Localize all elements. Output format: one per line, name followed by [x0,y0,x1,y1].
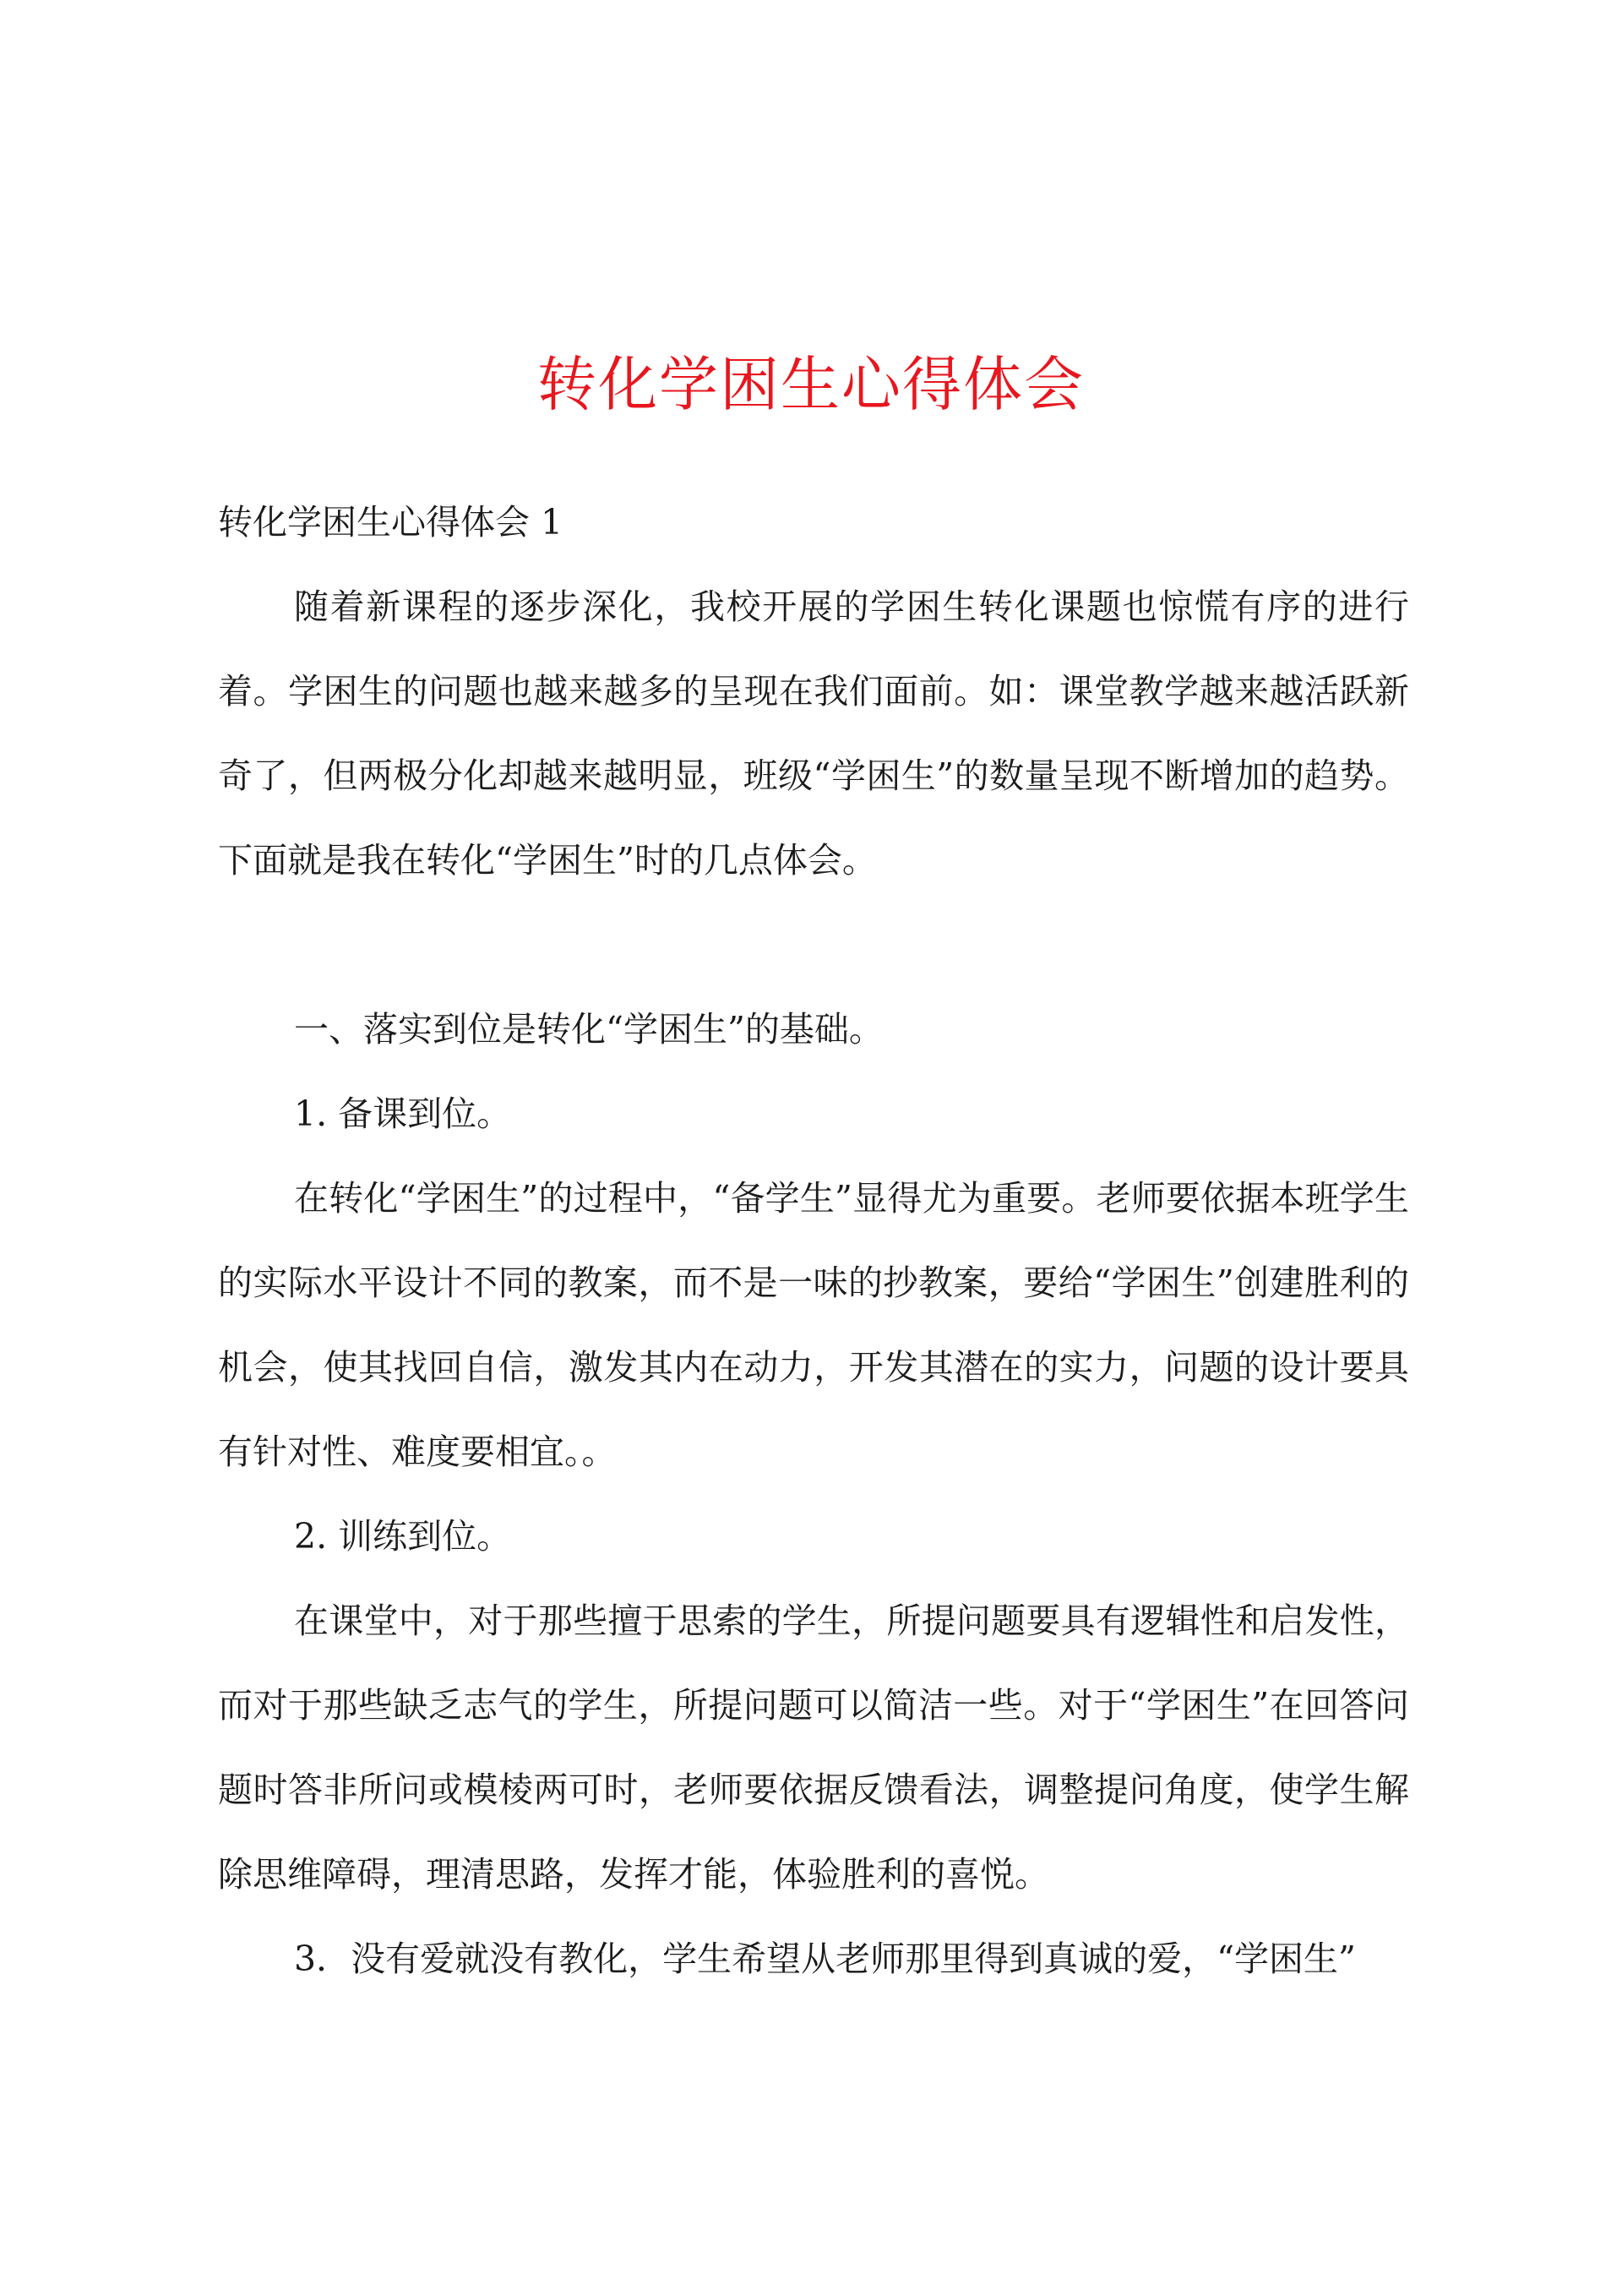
paragraph-intro: 随着新课程的逐步深化，我校开展的学困生转化课题也惊慌有序的进行着。学困生的问题也越来越多的呈现在我们面前。如：课堂教学越来越活跃新奇了，但两极分化却越来越明显，班级“学困生”的数量呈现不断增加的趋势。下面就是我在转化“学困生”时的几点体会。 [218,586,1409,881]
paragraph-lesson-prep: 在转化“学困生”的过程中，“备学生”显得尤为重要。老师要依据本班学生的实际水平设计不同的教案，而不是一味的抄教案，要给“学困生”创建胜利的机会，使其找回自信，激发其内在动力，开发其潜在的实力，问题的设计要具有针对性、难度要相宜。。 [218,1178,1409,1472]
paragraph-training: 在课堂中，对于那些擅于思索的学生，所提问题要具有逻辑性和启发性，而对于那些缺乏志气的学生，所提问题可以简洁一些。对于“学困生”在回答问题时答非所问或模棱两可时，老师要依据反馈看法，调整提问角度，使学生解除思维障碍，理清思路，发挥才能，体验胜利的喜悦。 [218,1601,1409,1895]
item-heading-2: 2. 训练到位。 [294,1516,512,1557]
paragraph-love: 3．没有爱就没有教化，学生希望从老师那里得到真诚的爱，“学困生” [294,1939,1357,1979]
section-heading: 一、落实到位是转化“学困生”的基础。 [294,1009,884,1050]
document-subtitle: 转化学困生心得体会 1 [218,502,563,543]
item-heading-1: 1. 备课到位。 [294,1093,512,1134]
document-title: 转化学困生心得体会 [537,350,1085,419]
